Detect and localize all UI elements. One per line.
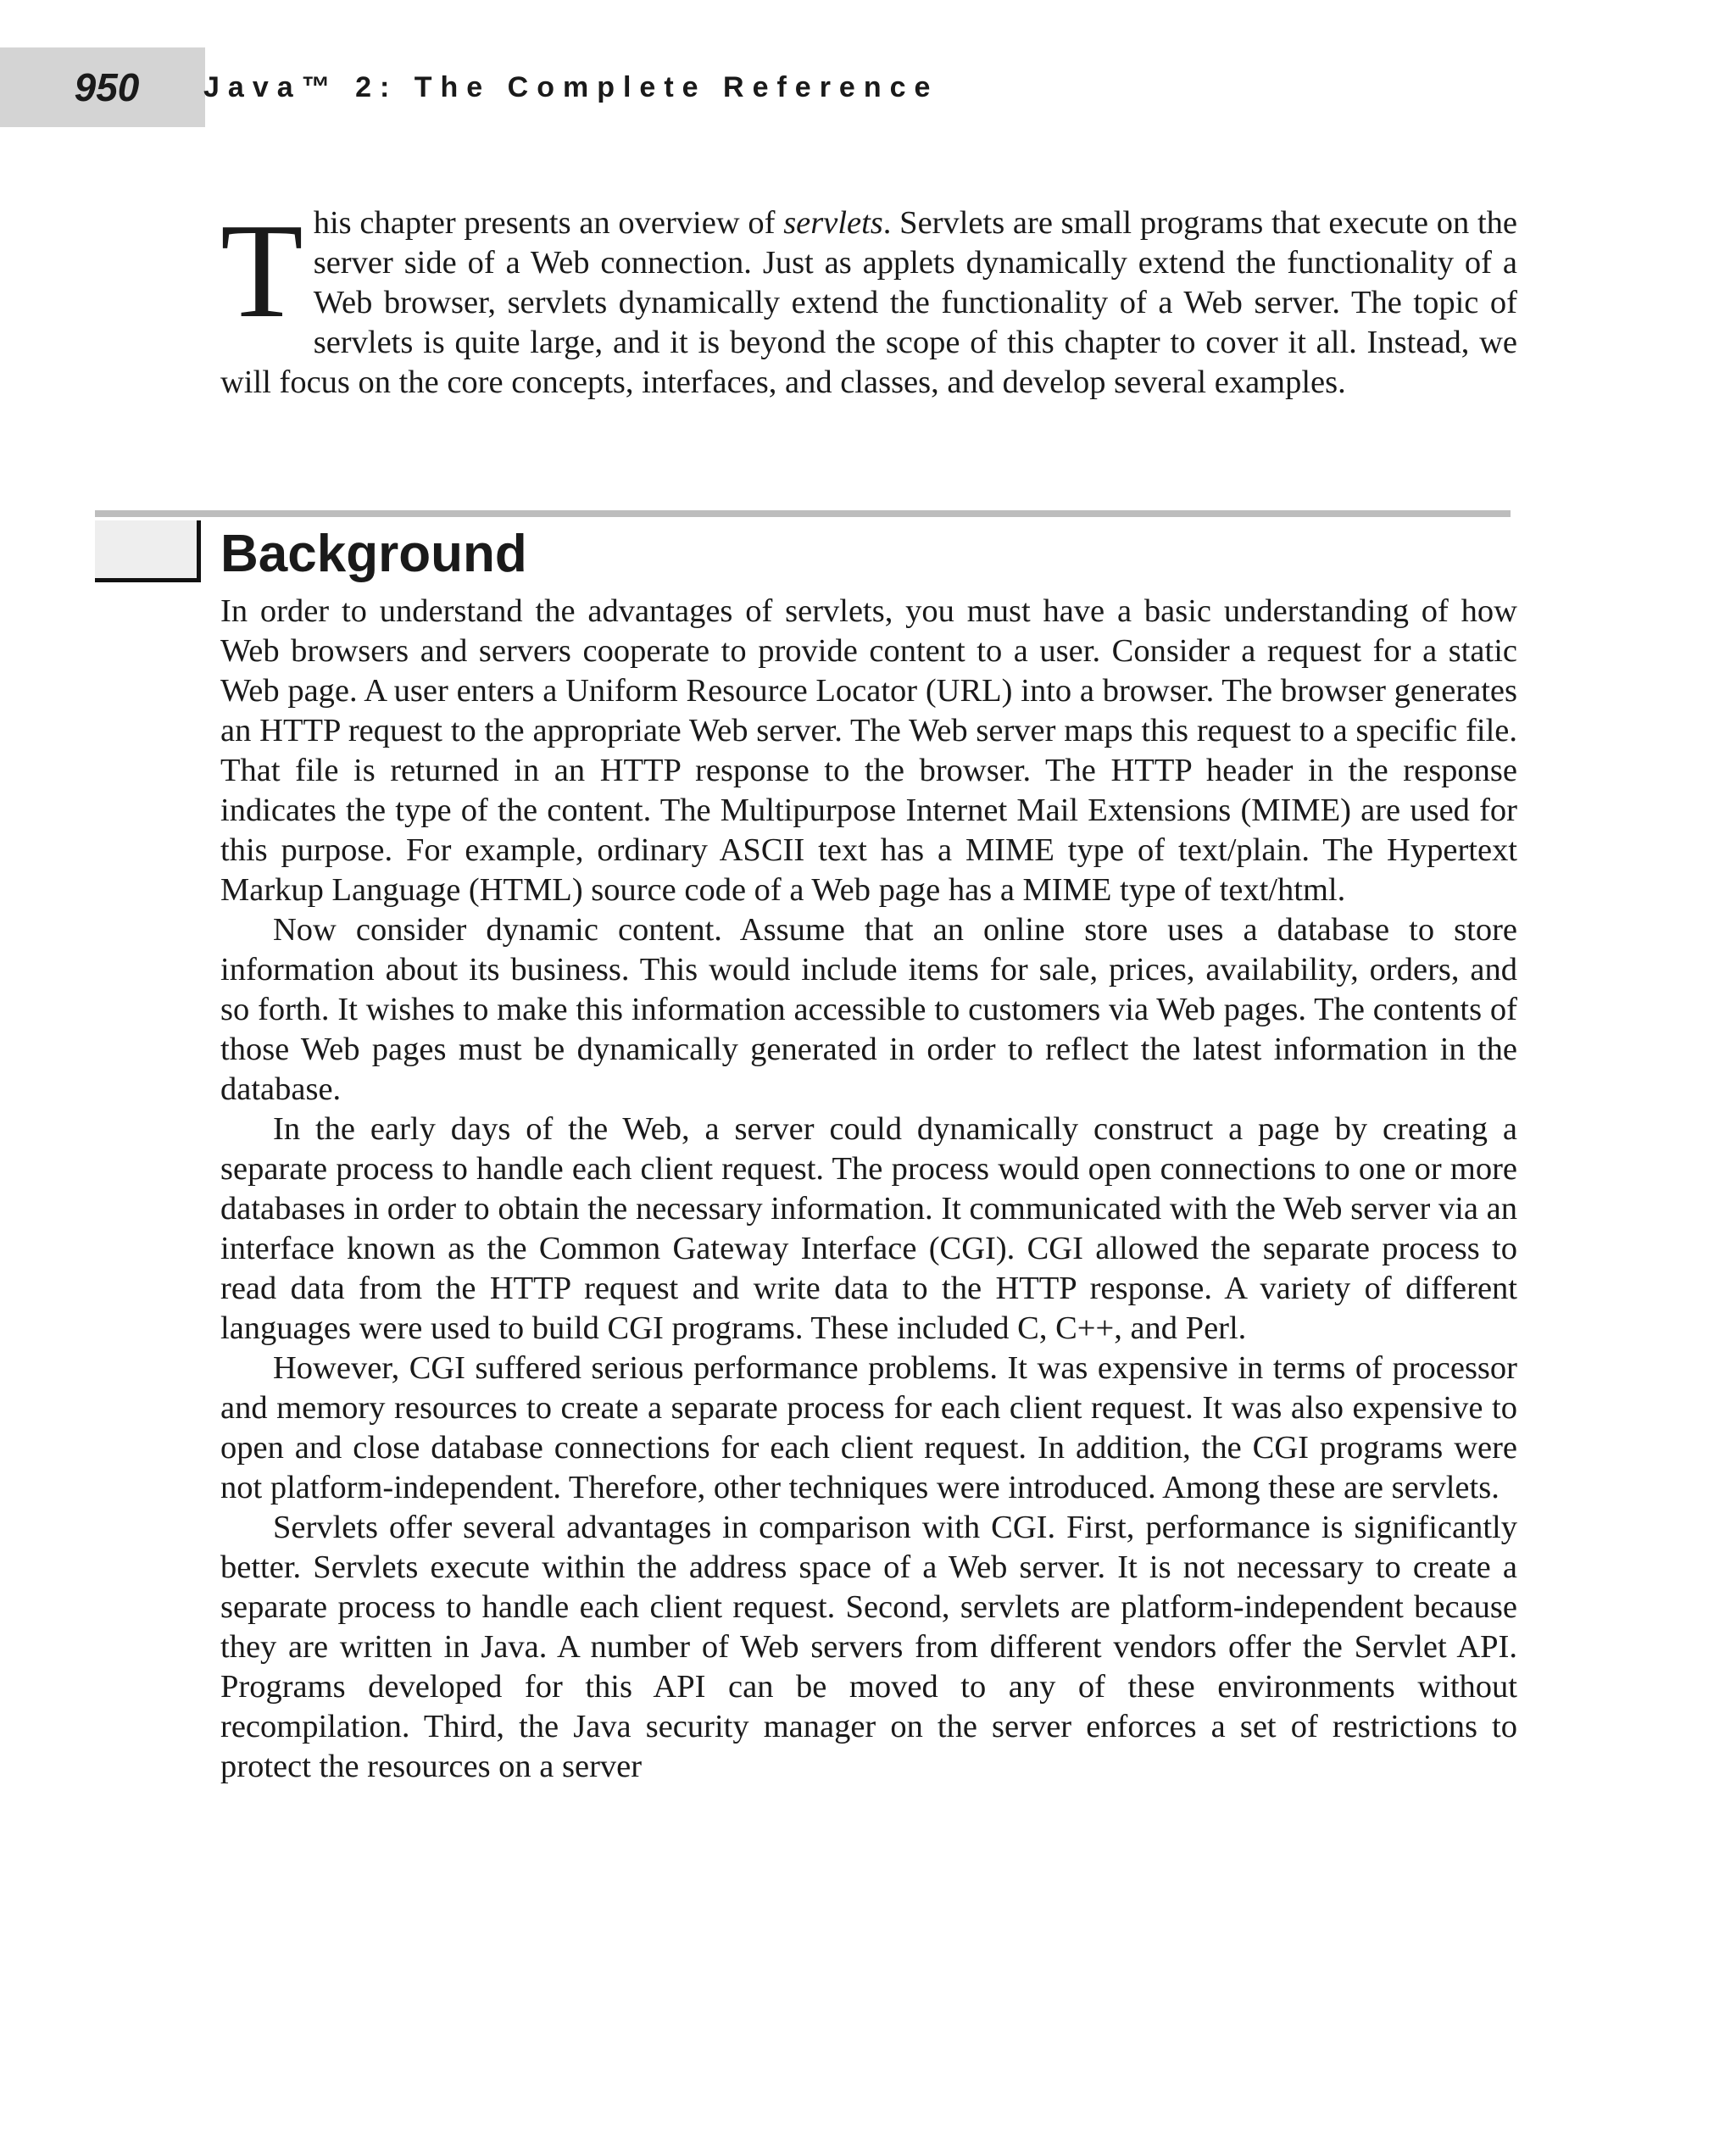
running-title: Java™ 2: The Complete Reference — [203, 71, 939, 103]
body-paragraph: In order to understand the advantages of servlets, you must have a basic understanding of how Web browsers and servers cooperate to provide content to a user. Consider a request for a static Web page. A user enters a Uniform Resource Locator (URL) into a browser. The browser generates an HTTP request to the appropriate Web server. The Web server maps this request to a specific file. That file is returned in an HTTP response to the browser. The HTTP header in the response indicates the type of the content. The Multipurpose Internet Mail Extensions (MIME) are used for this purpose. For example, ordinary ASCII text has a MIME type of text/plain. The Hypertext Markup Language (HTML) source code of a Web page has a MIME type of text/html. — [220, 593, 1517, 908]
body-paragraph: Now consider dynamic content. Assume that an online store uses a database to store information about its business. This would include items for sale, prices, availability, orders, and so forth. It wishes to make this information accessible to customers via Web pages. The contents of those Web pages must be dynamically generated in order to reflect the latest information in the database. — [220, 912, 1517, 1107]
intro-emphasis: servlets — [783, 205, 883, 241]
intro-text-end: . Servlets are small programs that execute on the server side of a Web connection. Just as applets dynamically extend the functionality of a Web browser, servlets dynamically extend the functionality of a Web server. The topic of servlets is quite large, and it is beyond the scope of this chapter to cover it all. Instead, we will focus on the core concepts, interfaces, and classes, and develop several examples. — [220, 205, 1517, 400]
body-paragraph: In the early days of the Web, a server could dynamically construct a page by creating a separate process to handle each client request. The process would open connections to one or more databases in order to obtain the necessary information. It communicated with the Web server via an interface known as the Common Gateway Interface (CGI). CGI allowed the separate process to read data from the HTTP request and write data to the HTTP response. A variety of different languages were used to build CGI programs. These included C, C++, and Perl. — [220, 1111, 1517, 1346]
body-paragraph: Servlets offer several advantages in comparison with CGI. First, performance is significantly better. Servlets execute within the address space of a Web server. It is not necessary to create a separate process to handle each client request. Second, servlets are platform-independent because they are written in Java. A number of Web servers from different vendors offer the Servlet API. Programs developed for this API can be moved to any of these environments without recompilation. Third, the Java security manager on the server enforces a set of restrictions to protect the resources on a server — [220, 1510, 1517, 1784]
drop-cap: T — [220, 195, 303, 346]
intro-paragraph — [220, 195, 1517, 403]
intro-text-start: his chapter presents an overview of — [313, 205, 784, 241]
section-divider — [95, 510, 1511, 517]
section-body — [220, 592, 1517, 1787]
body-paragraph: However, CGI suffered serious performance problems. It was expensive in terms of processor and memory resources to create a separate process for each client request. It was also expensive to open and close database connections for each client request. In addition, the CGI programs were not platform-independent. Therefore, other techniques were introduced. Among these are servlets. — [220, 1350, 1517, 1505]
page-number: 950 — [74, 65, 140, 109]
section-heading: Background — [220, 525, 527, 583]
section-marker — [95, 520, 201, 582]
page-number-tab — [0, 47, 205, 127]
